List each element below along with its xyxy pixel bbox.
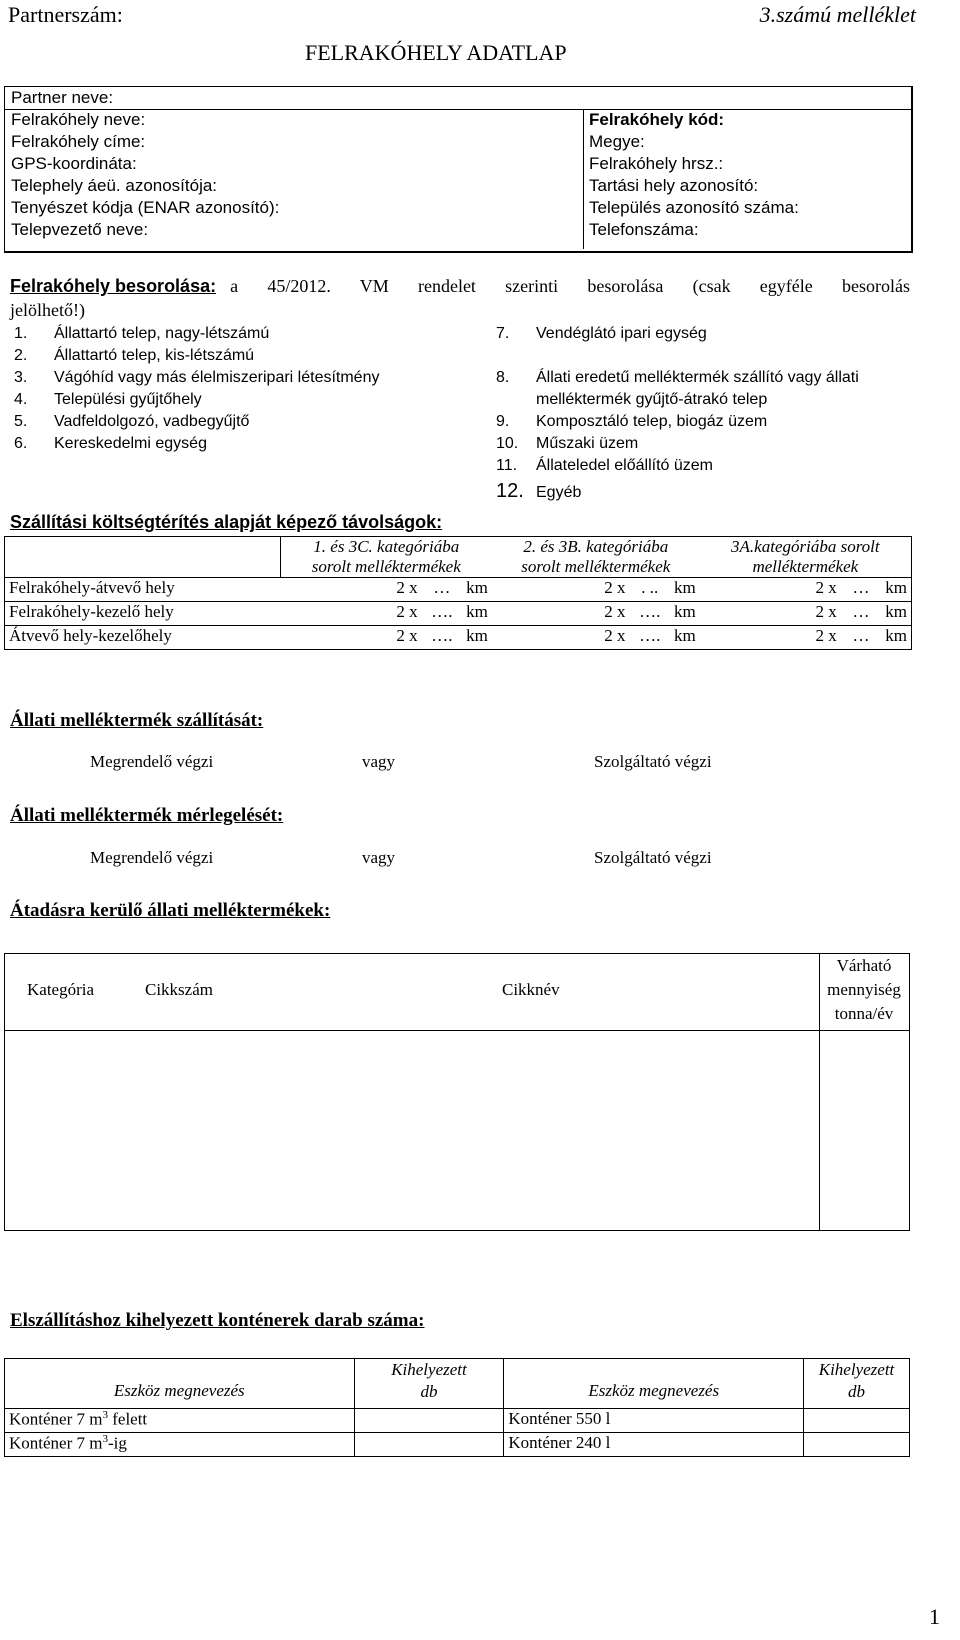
class-option[interactable]: 3. Vágóhíd vagy más élelmiszeripari létesítmény <box>14 369 380 386</box>
container-name: Konténer 7 $m^3-ig$ <box>5 1433 355 1457</box>
distance-cell[interactable]: 2 x …. km <box>492 626 700 650</box>
container-count-input[interactable] <box>804 1409 910 1433</box>
containers-col-placed-left: Kihelyezett db <box>354 1359 504 1409</box>
distance-cell[interactable]: 2 x … km <box>700 626 912 650</box>
products-table <box>4 953 910 1231</box>
gps-label: GPS-koordináta: <box>11 154 137 173</box>
classification-left-list <box>14 323 379 455</box>
classification-text-line1: a 45/2012. VM rendelet szerinti besorolása (csak egyféle besorolás <box>230 276 910 296</box>
class-option[interactable]: 5. Vadfeldolgozó, vadbegyűjtő <box>14 413 250 430</box>
products-quantity-entry[interactable] <box>820 1031 909 1230</box>
distances-row <box>5 578 912 602</box>
transport-option-provider[interactable]: Szolgáltató végzi <box>594 752 712 771</box>
distances-table <box>4 536 912 650</box>
distance-cell[interactable]: 2 x … km <box>700 602 912 626</box>
containers-col-device-left: Eszköz megnevezés <box>5 1359 355 1409</box>
class-option[interactable]: 11. Állateledel előállító üzem <box>496 457 713 474</box>
transport-or: vagy <box>362 752 396 771</box>
farm-code-label: Tenyészet kódja (ENAR azonosító): <box>11 198 280 217</box>
containers-heading: Elszállításhoz kihelyezett konténerek darab száma: <box>10 1310 425 1331</box>
class-option[interactable]: 10. Műszaki üzem <box>496 435 639 452</box>
distance-cell[interactable]: 2 x … km <box>280 578 492 602</box>
distance-cell[interactable]: 2 x …. km <box>280 626 492 650</box>
products-heading: Átadásra kerülő állati melléktermékek: <box>10 900 331 921</box>
distance-cell[interactable]: 2 x … km <box>700 578 912 602</box>
transport-heading: Állati melléktermék szállítását: <box>10 710 264 731</box>
container-name: Konténer 550 l <box>504 1409 804 1433</box>
distances-row-label: Felrakóhely-kezelő hely <box>5 602 281 626</box>
distances-corner-cell <box>5 537 281 578</box>
class-option[interactable]: 7. Vendéglátó ipari egység <box>496 325 707 342</box>
container-row <box>5 1409 910 1433</box>
classification-heading: Felrakóhely besorolása: <box>10 276 217 296</box>
distances-row <box>5 602 912 626</box>
products-entry-area[interactable] <box>5 1031 818 1230</box>
info-column-divider <box>583 109 584 249</box>
distance-cell[interactable]: 2 x …. km <box>492 602 700 626</box>
products-col-item-number: Cikkszám <box>145 980 213 999</box>
weighing-heading: Állati melléktermék mérlegelését: <box>10 805 284 826</box>
annex-label: 3.számú melléklet <box>759 2 916 27</box>
settlement-id-label: Település azonosító száma: <box>589 198 799 217</box>
distances-row-label: Átvevő hely-kezelőhely <box>5 626 281 650</box>
container-name: Konténer 7 $m^3$ felett <box>5 1409 355 1433</box>
container-count-input[interactable] <box>354 1409 504 1433</box>
weighing-option-customer[interactable]: Megrendelő végzi <box>90 848 214 867</box>
transport-option-customer[interactable]: Megrendelő végzi <box>90 752 214 771</box>
class-option[interactable]: 2. Állattartó telep, kis-létszámú <box>14 347 255 364</box>
phone-label: Telefonszáma: <box>589 220 699 239</box>
distances-header-cat3: 3A.kategóriába sorolt melléktermékek <box>700 537 912 578</box>
class-option[interactable]: 6. Kereskedelmi egység <box>14 435 207 452</box>
containers-table <box>4 1358 910 1457</box>
info-left-column <box>11 109 279 241</box>
manager-name-label: Telepvezető neve: <box>11 220 149 239</box>
distances-header-cat1: 1. és 3C. kategóriába sorolt melléktermékek <box>280 537 492 578</box>
distance-cell[interactable]: 2 x . .. km <box>492 578 700 602</box>
site-name-label: Felrakóhely neve: <box>11 110 146 129</box>
class-option[interactable]: 8. Állati eredetű melléktermék szállító vagy állati <box>496 369 859 386</box>
container-count-input[interactable] <box>354 1433 504 1457</box>
class-option[interactable]: 12. Egyéb <box>496 480 582 502</box>
containers-header-row <box>5 1359 910 1409</box>
site-code-label: Felrakóhely kód: <box>589 110 725 129</box>
page-title: FELRAKÓHELY ADATLAP <box>305 40 567 65</box>
holding-id-label: Tartási hely azonosító: <box>589 176 759 195</box>
container-count-input[interactable] <box>804 1433 910 1457</box>
class-option[interactable]: 1. Állattartó telep, nagy-létszámú <box>14 325 270 342</box>
info-right-column <box>589 109 799 241</box>
distances-row-label: Felrakóhely-átvevő hely <box>5 578 281 602</box>
partner-name-label: Partner neve: <box>11 88 114 107</box>
classification-right-list <box>496 323 859 505</box>
container-row <box>5 1433 910 1457</box>
lot-number-label: Felrakóhely hrsz.: <box>589 154 724 173</box>
distances-header-cat2: 2. és 3B. kategóriába sorolt melléktermékek <box>492 537 700 578</box>
products-col-category: Kategória <box>27 980 95 999</box>
weighing-option-provider[interactable]: Szolgáltató végzi <box>594 848 712 867</box>
container-name: Konténer 240 l <box>504 1433 804 1457</box>
distances-header-row <box>5 537 912 578</box>
distances-heading: Szállítási költségtérítés alapját képező távolságok: <box>10 512 443 532</box>
class-option-continued: melléktermék gyűjtő-átrakó telep <box>536 391 768 408</box>
premises-id-label: Telephely áeü. azonosítója: <box>11 176 218 195</box>
class-spacer <box>496 345 859 367</box>
products-col-quantity: Várható mennyiség tonna/év <box>827 956 901 1023</box>
containers-col-device-right: Eszköz megnevezés <box>504 1359 804 1409</box>
info-box <box>4 86 913 253</box>
distances-row <box>5 626 912 650</box>
class-option[interactable]: 9. Komposztáló telep, biogáz üzem <box>496 413 768 430</box>
classification-intro <box>10 274 910 322</box>
class-option[interactable]: 4. Települési gyűjtőhely <box>14 391 202 408</box>
distance-cell[interactable]: 2 x …. km <box>280 602 492 626</box>
partner-number-label: Partnerszám: <box>8 2 123 27</box>
county-label: Megye: <box>589 132 645 151</box>
page-number: 1 <box>929 1604 940 1629</box>
products-col-item-name: Cikknév <box>502 980 560 999</box>
weighing-or: vagy <box>362 848 396 867</box>
site-address-label: Felrakóhely címe: <box>11 132 146 151</box>
classification-text-line2: jelölhető!) <box>10 300 85 320</box>
containers-col-placed-right: Kihelyezett db <box>804 1359 910 1409</box>
